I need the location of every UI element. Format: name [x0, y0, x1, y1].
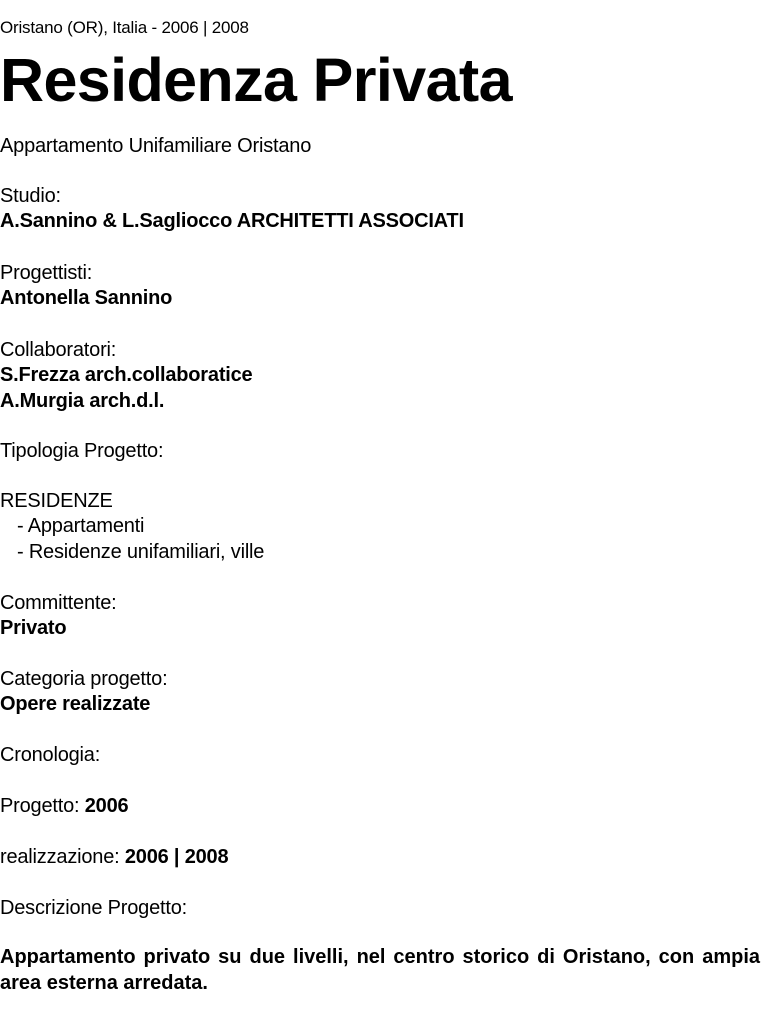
realizzazione-separator: | — [173, 846, 180, 868]
cronologia-label: Cronologia: — [0, 744, 101, 766]
tipologia-item: - Appartamenti — [17, 515, 145, 537]
categoria-value: Opere realizzate — [0, 693, 151, 715]
realizzazione-end-year: 2008 — [184, 846, 229, 868]
progetto-year: 2006 — [84, 795, 129, 817]
tipologia-label: Tipologia Progetto: — [0, 440, 164, 462]
collaboratore-item: A.Murgia arch.d.l. — [0, 390, 165, 412]
progetto-year-row — [0, 794, 760, 818]
descrizione-label: Descrizione Progetto: — [0, 897, 188, 919]
progetto-label: Progetto: — [0, 795, 80, 817]
realizzazione-start-year: 2006 — [124, 846, 169, 868]
categoria-label: Categoria progetto: — [0, 668, 168, 690]
project-subtitle: Appartamento Unifamiliare Oristano — [0, 135, 312, 157]
committente-label: Committente: — [0, 592, 117, 614]
descrizione-text: Appartamento privato su due livelli, nel centro storico di Oristano, con ampia area esterna arredata. — [0, 946, 760, 994]
page-title: Residenza Privata — [0, 46, 512, 114]
progettisti-value: Antonella Sannino — [0, 287, 173, 309]
realizzazione-row — [0, 845, 760, 869]
project-location: Oristano (OR), Italia - 2006 | 2008 — [0, 18, 249, 37]
collaboratore-item: S.Frezza arch.collaboratice — [0, 364, 253, 386]
tipologia-item: - Residenze unifamiliari, ville — [17, 541, 265, 563]
committente-value: Privato — [0, 617, 67, 639]
studio-value: A.Sannino & L.Sagliocco ARCHITETTI ASSOCIATI — [0, 210, 464, 232]
tipologia-category: RESIDENZE — [0, 490, 113, 512]
studio-label: Studio: — [0, 185, 61, 207]
collaboratori-label: Collaboratori: — [0, 339, 117, 361]
realizzazione-label: realizzazione: — [0, 846, 120, 868]
progettisti-label: Progettisti: — [0, 262, 93, 284]
